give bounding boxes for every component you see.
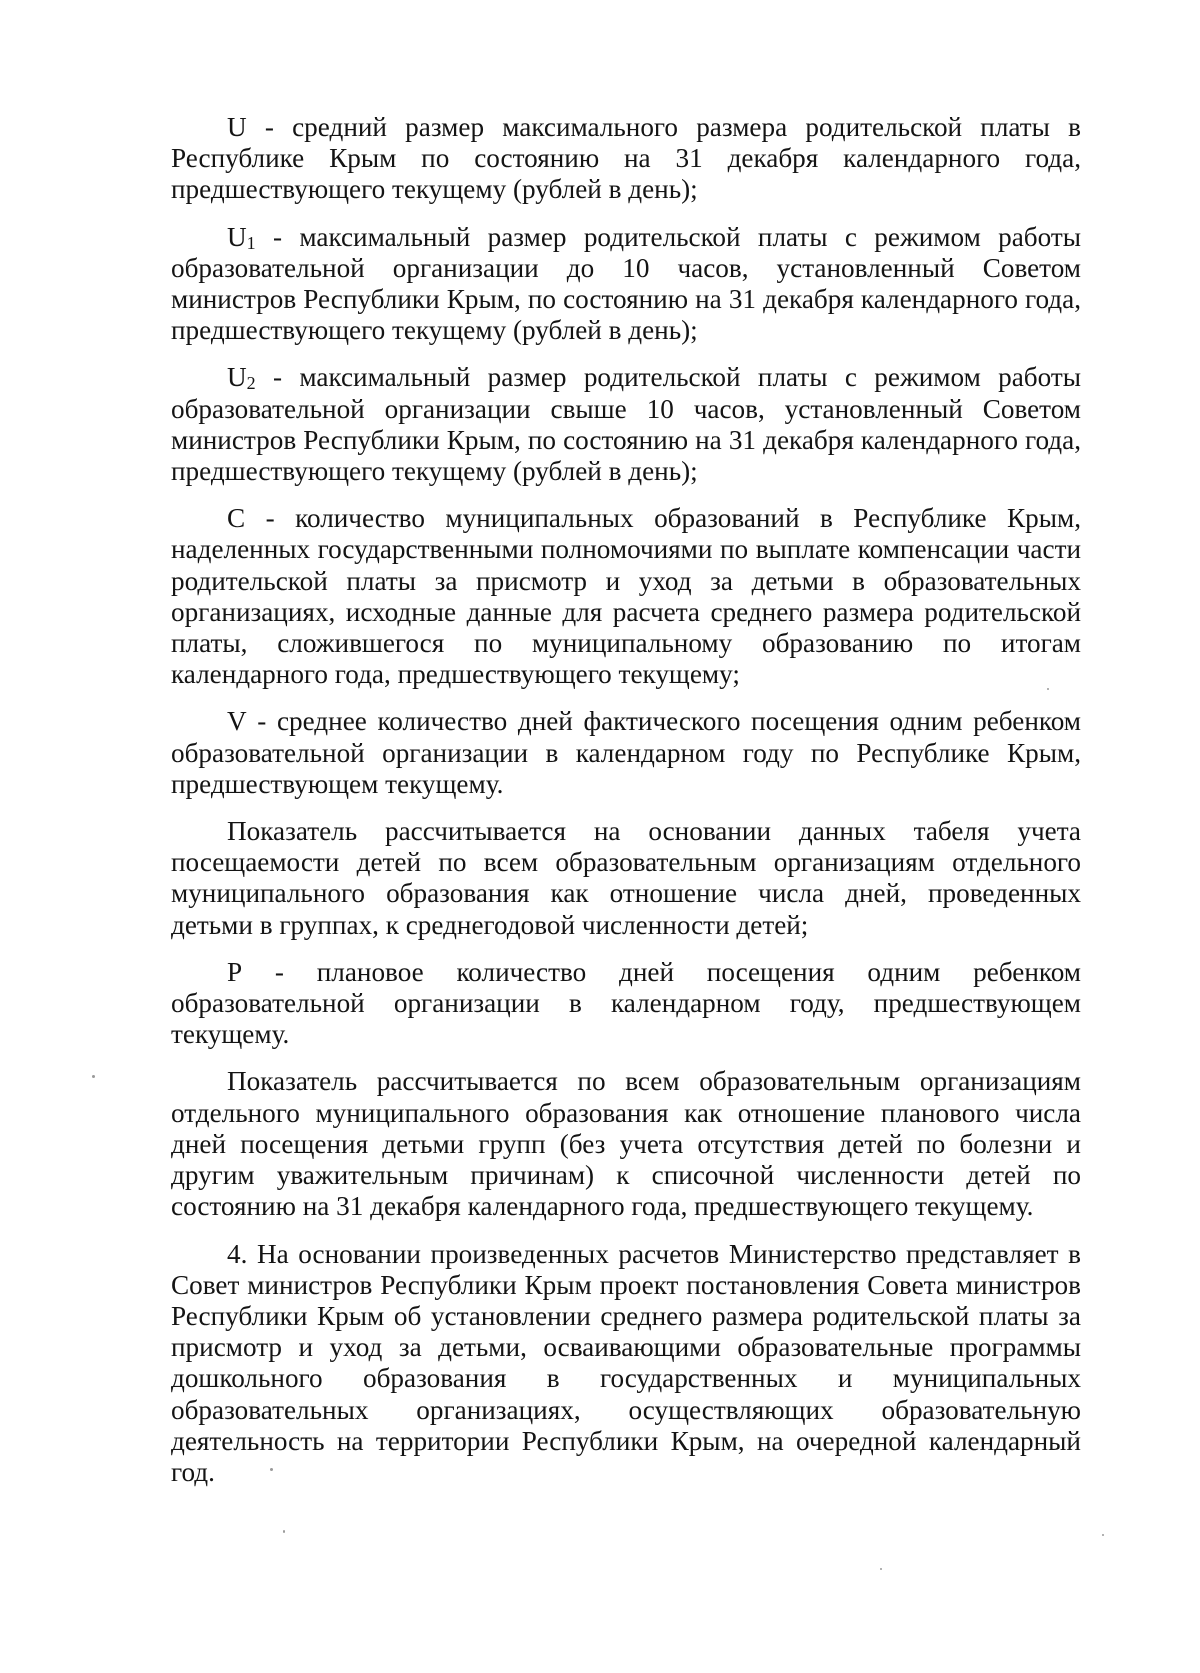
definition-p bbox=[171, 957, 1081, 1051]
definition-text: - количество муниципальных образований в Республике Крым, наделенных государственными полномочиями по выплате компенсации части родительской платы за присмотр и уход за детьми в образовательных организациях, исходные данные для расчета среднего размера родительской платы, сложившегося по муниципальному образованию по итогам календарного года, предшествующего текущему; bbox=[171, 503, 1081, 690]
v-calculation-note: Показатель рассчитывается на основании данных табеля учета посещаемости детей по всем образовательным организациям отдельного муниципального образования как отношение числа дней, проведенных детьми в группах, к среднегодовой численности детей; bbox=[171, 816, 1081, 940]
definition-u bbox=[171, 112, 1081, 206]
variable-symbol: $U_2$ bbox=[227, 362, 256, 394]
definition-text: - средний размер максимального размера родительской платы в Республике Крым по состоянию на 31 декабря календарного года, предшествующего текущему (рублей в день); bbox=[171, 112, 1081, 205]
scan-speck bbox=[92, 1075, 95, 1078]
scan-speck bbox=[1047, 688, 1049, 690]
variable-symbol: $U_1$ bbox=[227, 221, 256, 253]
variable-symbol: V bbox=[227, 706, 247, 737]
definition-u1 bbox=[171, 222, 1081, 347]
scan-speck bbox=[283, 1530, 285, 1533]
definition-v bbox=[171, 706, 1081, 800]
document-text bbox=[171, 112, 1081, 1488]
section-item-4: 4. На основании произведенных расчетов Министерство представляет в Совет министров Республики Крым проект постановления Совета министров Республики Крым об установлении среднего размера родительской платы за присмотр и уход за детьми, осваивающими образовательные программы дошкольного образования в государственных и муниципальных образовательных организациях, осуществляющих образовательную деятельность на территории Республики Крым, на очередной календарный год. bbox=[171, 1238, 1081, 1487]
variable-symbol: C bbox=[227, 503, 246, 534]
variable-symbol: P bbox=[227, 956, 243, 987]
scan-speck bbox=[880, 1568, 882, 1570]
definition-c bbox=[171, 503, 1081, 690]
definition-text: - максимальный размер родительской платы с режимом работы образовательной организации свыше 10 часов, установленный Советом министров Республики Крым, по состоянию на 31 декабря календарного года, предшествующего текущему (рублей в день); bbox=[171, 362, 1081, 487]
definition-text: - максимальный размер родительской платы с режимом работы образовательной организации до 10 часов, установленный Советом министров Республики Крым, по состоянию на 31 декабря календарного года, предшествующего текущему (рублей в день); bbox=[171, 221, 1081, 346]
definition-text: - среднее количество дней фактического посещения одним ребенком образовательной организации в календарном году по Республике Крым, предшествующем текущему. bbox=[171, 706, 1081, 799]
definition-u2 bbox=[171, 362, 1081, 487]
scan-speck bbox=[270, 1468, 273, 1471]
variable-symbol: U bbox=[227, 112, 247, 142]
p-calculation-note: Показатель рассчитывается по всем образовательным организациям отдельного муниципального образования как отношение планового числа дней посещения детьми групп (без учета отсутствия детей по болезни и другим уважительным причинам) к списочной численности детей по состоянию на 31 декабря календарного года, предшествующего текущему. bbox=[171, 1066, 1081, 1222]
scan-speck bbox=[1102, 1534, 1104, 1536]
definition-text: - плановое количество дней посещения одним ребенком образовательной организации в календарном году, предшествующем текущему. bbox=[171, 956, 1081, 1050]
